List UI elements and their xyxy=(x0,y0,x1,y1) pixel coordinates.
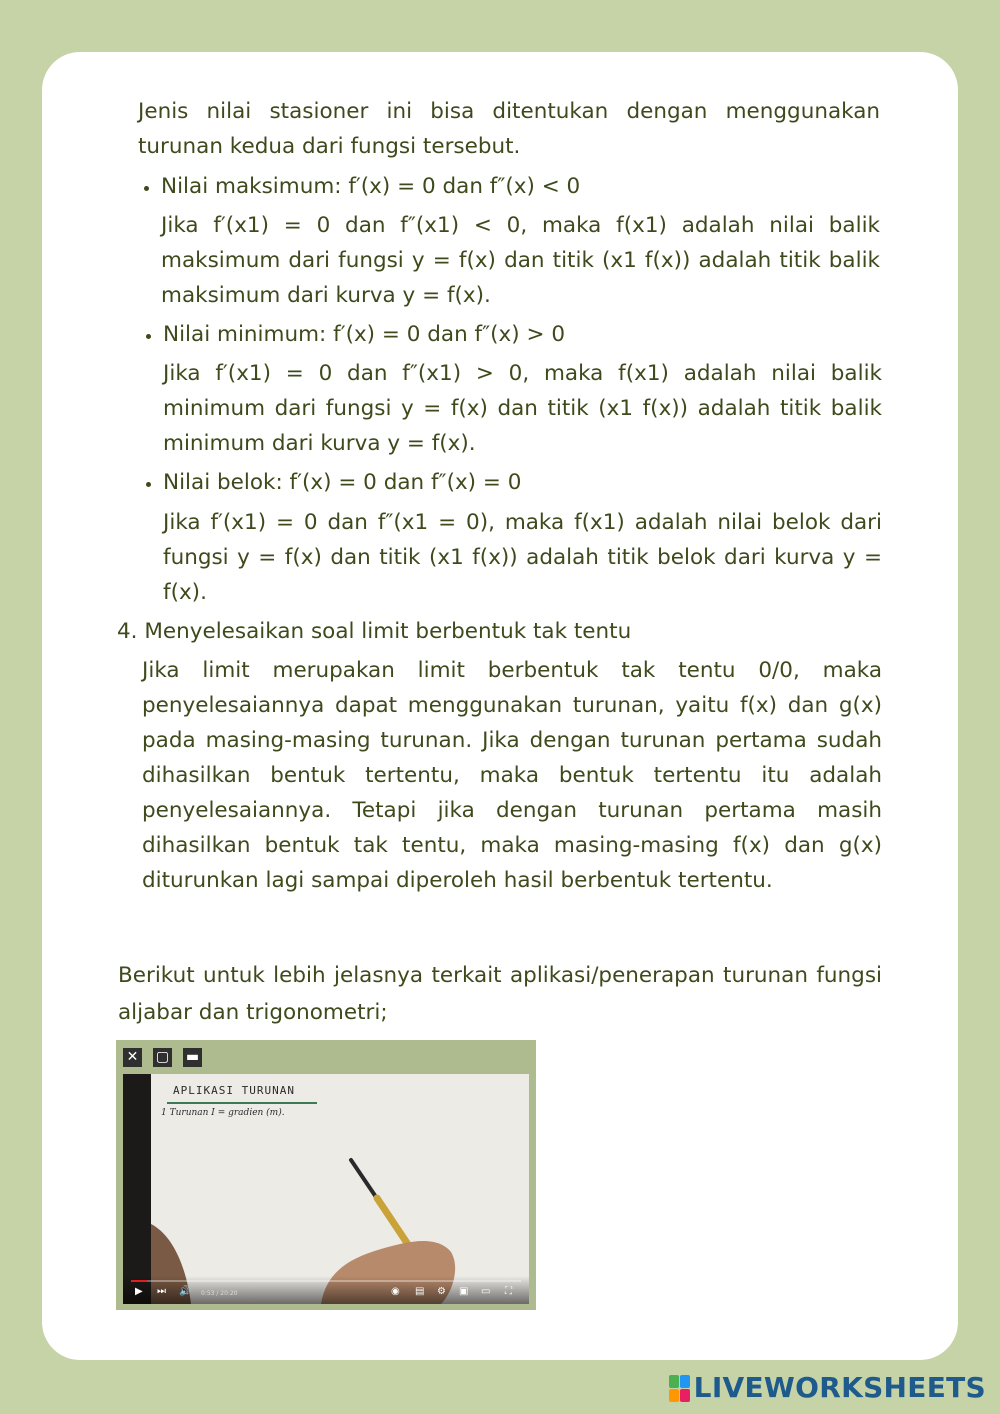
board-text: 1 Turunan I = gradien (m). xyxy=(161,1108,285,1118)
miniplayer-icon[interactable]: ▣ xyxy=(459,1286,469,1297)
video-frame-paper xyxy=(151,1074,529,1304)
bullet-maksimum-body: Jika f′(x1) = 0 dan f″(x1) < 0, maka f(x1) adalah nilai balik maksimum dari fungsi y = f(x) dan titik (x1 f(x)) adalah titik balik maksimum dari kurva y = f(x). xyxy=(161,213,880,308)
bullet-dot xyxy=(146,334,151,339)
intro-paragraph: Jenis nilai stasioner ini bisa ditentukan dengan menggunakan turunan kedua dari fungsi tersebut. xyxy=(138,99,880,159)
play-icon[interactable]: ▶ xyxy=(135,1286,143,1297)
bullet-belok-body: Jika f′(x1) = 0 dan f″(x1 = 0), maka f(x1) adalah nilai belok dari fungsi y = f(x) dan titik (x1 f(x)) adalah titik belok dari kurva y = f(x). xyxy=(163,510,882,605)
restore-icon[interactable]: ▢ xyxy=(153,1048,172,1067)
player-controls xyxy=(123,1276,529,1304)
video-player[interactable] xyxy=(123,1074,529,1304)
bullet-maksimum-heading: Nilai maksimum: f′(x) = 0 dan f″(x) < 0 xyxy=(161,174,581,199)
bullet-minimum-body: Jika f′(x1) = 0 dan f″(x1) > 0, maka f(x1) adalah nilai balik minimum dari fungsi y = f(x) dan titik (x1 f(x)) adalah titik balik minimum dari kurva y = f(x). xyxy=(163,361,882,456)
section4-body: Jika limit merupakan limit berbentuk tak tentu 0/0, maka penyelesaiannya dapat menggunakan turunan, yaitu f(x) dan g(x) pada masing-masing turunan. Jika dengan turunan pertama sudah dihasilkan bentuk tertentu, maka bentuk tertentu itu adalah penyelesaiannya. Tetapi jika dengan turunan pertama masih dihasilkan bentuk tak tentu, maka masing-masing f(x) dan g(x) diturunkan lagi sampai diperoleh hasil berbentuk tertentu. xyxy=(142,658,882,893)
progress-bar[interactable] xyxy=(131,1280,521,1282)
next-icon[interactable]: ⏭ xyxy=(157,1286,166,1297)
theater-icon[interactable]: ▭ xyxy=(481,1286,491,1297)
board-title: APLIKASI TURUNAN xyxy=(173,1084,295,1097)
liveworksheets-logo[interactable] xyxy=(669,1370,986,1406)
subtitles-icon[interactable]: ▤ xyxy=(415,1286,425,1297)
timecode: 0:53 / 20:20 xyxy=(201,1290,238,1297)
logo-text: LIVEWORKSHEETS xyxy=(693,1371,986,1404)
liveworksheets-badge-icon xyxy=(669,1375,691,1403)
section4-heading: 4. Menyelesaikan soal limit berbentuk tak tentu xyxy=(117,619,632,644)
bullet-dot xyxy=(144,186,149,191)
hand-with-pen-illustration xyxy=(151,1074,529,1304)
bullet-belok-heading: Nilai belok: f′(x) = 0 dan f″(x) = 0 xyxy=(163,470,522,495)
bullet-minimum-heading: Nilai minimum: f′(x) = 0 dan f″(x) > 0 xyxy=(163,322,566,347)
video-embed[interactable] xyxy=(116,1040,536,1310)
settings-icon[interactable]: ⚙ xyxy=(437,1286,446,1297)
autoplay-toggle-icon[interactable]: ◉ xyxy=(391,1286,400,1297)
volume-icon[interactable]: 🔊 xyxy=(179,1286,192,1297)
bullet-dot xyxy=(146,482,151,487)
closing-paragraph: Berikut untuk lebih jelasnya terkait aplikasi/penerapan turunan fungsi aljabar dan trigonometri; xyxy=(118,963,882,1025)
minimize-icon[interactable]: ▬ xyxy=(183,1048,202,1067)
progress-fill xyxy=(131,1280,147,1282)
fullscreen-icon[interactable]: ⛶ xyxy=(505,1286,512,1297)
close-icon[interactable]: ✕ xyxy=(123,1048,142,1067)
